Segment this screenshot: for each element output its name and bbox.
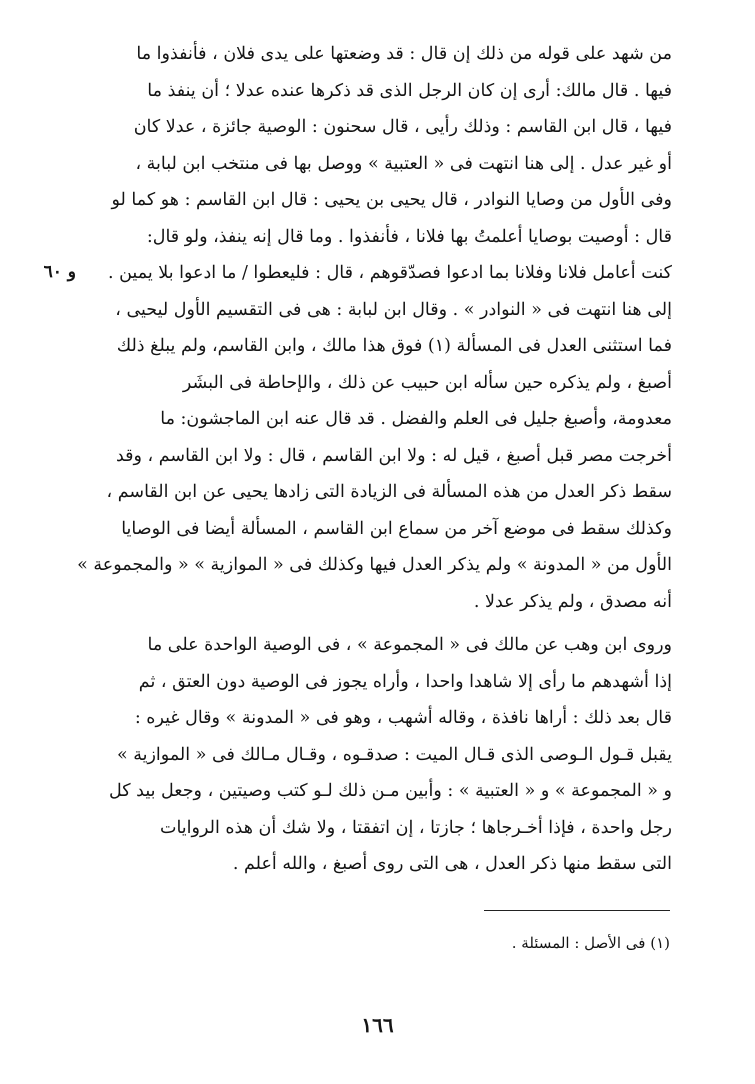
text-line: أصبغ ، ولم يذكره حين سأله ابن حبيب عن ذلك ، والإحاطة فى البشَر <box>182 372 672 393</box>
text-line: فما استثنى العدل فى المسألة (١) فوق هذا مالك ، وابن القاسم، ولم يبلغ ذلك <box>116 336 672 356</box>
text-line: وكذلك سقط فى موضع آخر من سماع ابن القاسم ، المسألة أيضا فى الوصايا <box>121 518 672 539</box>
text-line: إلى هنا انتهت فى « النوادر » . وقال ابن لبابة : هى فى التقسيم الأول ليحيى ، <box>115 299 672 320</box>
text-line: وفى الأول من وصايا النوادر ، قال يحيى بن يحيى : قال ابن القاسم : هو كما لو <box>111 190 672 210</box>
text-line: إذا أشهدهم ما رأى إلا شاهدا واحدا ، وأراه يجوز فى الوصية دون العتق ، ثم <box>138 671 672 692</box>
paragraph-1 <box>60 36 672 620</box>
footnote-divider <box>484 910 670 911</box>
text-line: و « المجموعة » و « العتبية » : وأبين مـن ذلك لـو كتب وصيتين ، وجعل بيد كل <box>109 781 672 801</box>
margin-folio-note: و ٦٠ <box>43 262 76 282</box>
text-line: معدومة، وأصبغ جليل فى العلم والفضل . قد قال عنه ابن الماجشون: ما <box>160 409 672 429</box>
page-number: ١٦٦ <box>361 1013 394 1037</box>
text-line: وروى ابن وهب عن مالك فى « المجموعة » ، فى الوصية الواحدة على ما <box>147 635 672 655</box>
text-line: أو غير عدل . إلى هنا انتهت فى « العتبية » ووصل بها فى منتخب ابن لبابة ، <box>135 153 672 174</box>
text-line: التى سقط منها ذكر العدل ، هى التى روى أصبغ ، والله أعلم . <box>232 854 672 874</box>
footnote: (١) فى الأصل : المسئلة . <box>511 934 670 952</box>
text-line: قال بعد ذلك : أراها نافذة ، وقاله أشهب ، وهو فى « المدونة » وقال غيره : <box>134 708 672 728</box>
text-line: كنت أعامل فلانا وفلانا بما ادعوا فصدّقوهم ، قال : فليعطوا / ما ادعوا بلا يمين . <box>107 263 672 283</box>
paragraph-2 <box>60 627 672 883</box>
text-line: من شهد على قوله من ذلك إن قال : قد وضعتها على يدى فلان ، فأنفذوا ما <box>136 44 672 64</box>
text-line: رجل واحدة ، فإذا أخـرجاها ؛ جازتا ، إن اتفقتا ، ولا شك أن هذه الروايات <box>159 817 672 838</box>
text-line: قال : أوصيت بوصايا أعلمتُ بها فلانا ، فأنفذوا . وما قال إنه ينفذ، ولو قال: <box>146 226 672 247</box>
text-line: يقبل قـول الـوصى الذى قـال الميت : صدقـوه ، وقـال مـالك فى « الموازية » <box>116 744 672 765</box>
text-line: فيها ، قال ابن القاسم : وذلك رأيى ، قال سحنون : الوصية جائزة ، عدلا كان <box>133 117 672 137</box>
text-line: الأول من « المدونة » ولم يذكر العدل فيها وكذلك فى « الموازية » « والمجموعة » <box>77 555 672 575</box>
text-line: أخرجت مصر قبل أصبغ ، قيل له : ولا ابن القاسم ، قال : ولا ابن القاسم ، وقد <box>115 445 672 466</box>
text-line: فيها . قال مالك: أرى إن كان الرجل الذى قد ذكرها عنده عدلا ؛ أن ينفذ ما <box>147 80 672 101</box>
text-line: سقط ذكر العدل من هذه المسألة فى الزيادة التى زادها يحيى عن ابن القاسم ، <box>106 482 672 502</box>
text-line: أنه مصدق ، ولم يذكر عدلا . <box>473 591 672 612</box>
